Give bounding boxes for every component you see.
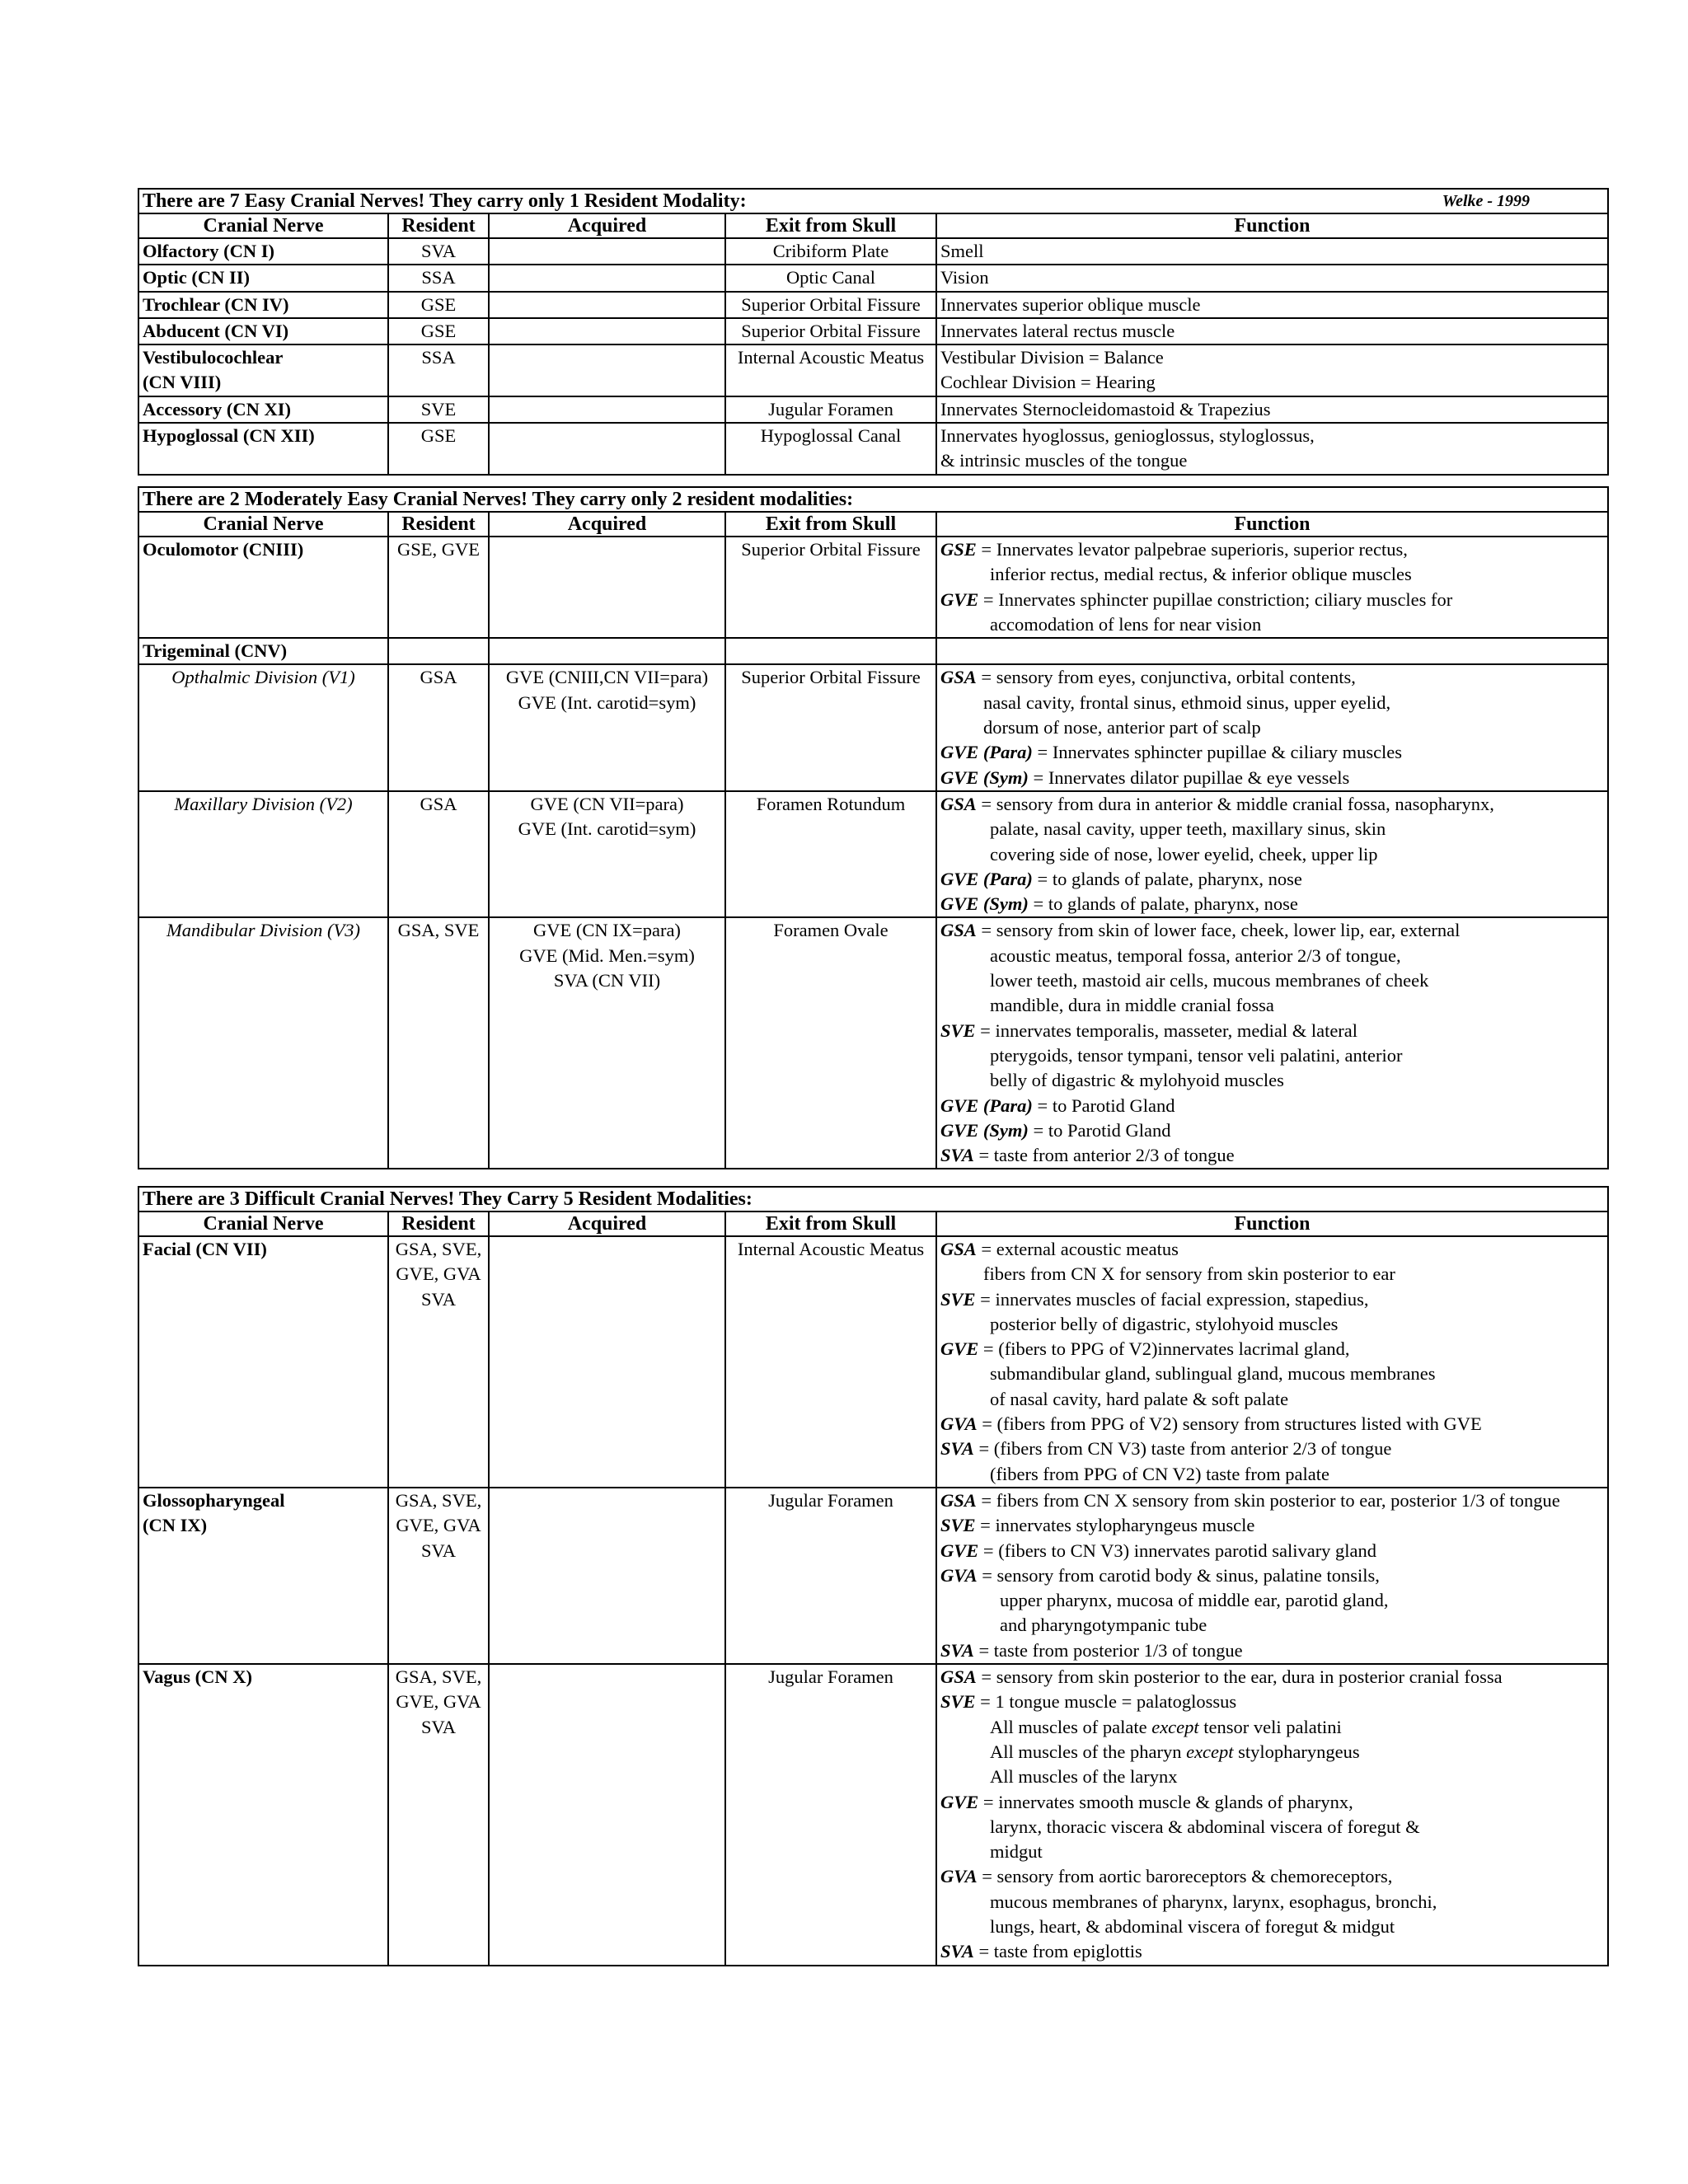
header-row: Cranial Nerve Resident Acquired Exit from Skull Function bbox=[138, 512, 1608, 537]
header-row bbox=[138, 213, 1608, 238]
table-caption: There are 2 Moderately Easy Cranial Nerves! They carry only 2 resident modalities: bbox=[138, 487, 1608, 512]
col-function: Function bbox=[936, 213, 1608, 238]
author-credit: Welke - 1999 bbox=[1442, 192, 1531, 210]
table-row: Trigeminal (CNV) bbox=[138, 638, 1608, 664]
col-exit: Exit from Skull bbox=[725, 213, 936, 238]
moderate-nerves-table bbox=[138, 486, 1609, 1169]
table-row: Mandibular Division (V3) GSA, SVE GVE (CN IX=para) GVE (Mid. Men.=sym) SVA (CN VII) Foramen Ovale GSA = sensory from skin of lower face, cheek, lower lip, ear, external acoustic meatus, temporal fossa, anterior 2/3 of tongue, lower teeth, mastoid air cells, mucous membranes of cheek mandible, dura in middle cranial fossa SVE = innervates temporalis, masseter, medial & lateral pterygoids, tensor tympani, tensor veli palatini, anterior belly of digastric & mylohyoid muscles GVE (Para) = to Parotid Gland GVE (Sym) = to Parotid Gland SVA = taste from anterior 2/3 of tongue bbox=[138, 917, 1608, 1169]
table-row: Accessory (CN XI) SVE Jugular Foramen Innervates Sternocleidomastoid & Trapezius bbox=[138, 396, 1608, 423]
table-row: Olfactory (CN I) SVA Cribiform Plate Smell bbox=[138, 238, 1608, 265]
table-row: Glossopharyngeal (CN IX) GSA, SVE, GVE, GVA SVA Jugular Foramen GSA = fibers from CN X sensory from skin posterior to ear, posterior 1/3 of tongue SVE = innervates stylopharyngeus muscle GVE = (fibers to CN V3) innervates parotid salivary gland GVA = sensory from carotid body & sinus, palatine tonsils, upper pharynx, mucosa of middle ear, parotid gland, and pharyngotympanic tube SVA = taste from posterior 1/3 of tongue bbox=[138, 1488, 1608, 1664]
table-row: Maxillary Division (V2) GSA GVE (CN VII=para) GVE (Int. carotid=sym) Foramen Rotundum GSA = sensory from dura in anterior & middle cranial fossa, nasopharynx, palate, nasal cavity, upper teeth, maxillary sinus, skin covering side of nose, lower eyelid, cheek, upper lip GVE (Para) = to glands of palate, pharynx, nose GVE (Sym) = to glands of palate, pharynx, nose bbox=[138, 791, 1608, 917]
col-nerve: Cranial Nerve bbox=[138, 213, 388, 238]
header-row: Cranial Nerve Resident Acquired Exit from Skull Function bbox=[138, 1212, 1608, 1236]
table-row: Vagus (CN X) GSA, SVE, GVE, GVA SVA Jugular Foramen GSA = sensory from skin posterior to the ear, dura in posterior cranial fossa SVE = 1 tongue muscle = palatoglossus All muscles of palate except tensor veli palatini All muscles of the pharyn except stylopharyngeus All muscles of the larynx GVE = innervates smooth muscle & glands of pharynx, larynx, thoracic viscera & abdominal viscera of foregut & midgut GVA = sensory from aortic baroreceptors & chemoreceptors, mucous membranes of pharynx, larynx, esophagus, bronchi, lungs, heart, & abdominal viscera of foregut & midgut SVA = taste from epiglottis bbox=[138, 1664, 1608, 1966]
col-resident: Resident bbox=[388, 213, 489, 238]
table-row: Trochlear (CN IV) GSE Superior Orbital Fissure Innervates superior oblique muscle bbox=[138, 292, 1608, 318]
table-row: Opthalmic Division (V1) GSA GVE (CNIII,CN VII=para) GVE (Int. carotid=sym) Superior Orbital Fissure GSA = sensory from eyes, conjunctiva, orbital contents, nasal cavity, frontal sinus, ethmoid sinus, upper eyelid, dorsum of nose, anterior part of scalp GVE (Para) = Innervates sphincter pupillae & ciliary muscles GVE (Sym) = Innervates dilator pupillae & eye vessels bbox=[138, 664, 1608, 790]
easy-nerves-table bbox=[138, 188, 1609, 476]
table-row: Hypoglossal (CN XII) GSE Hypoglossal Canal Innervates hyoglossus, genioglossus, styloglossus, & intrinsic muscles of the tongue bbox=[138, 423, 1608, 475]
table-row: Oculomotor (CNIII) GSE, GVE Superior Orbital Fissure GSE = Innervates levator palpebrae superioris, superior rectus, inferior rectus, medial rectus, & inferior oblique muscles GVE = Innervates sphincter pupillae constriction; ciliary muscles for accomodation of lens for near vision bbox=[138, 537, 1608, 638]
difficult-nerves-table bbox=[138, 1186, 1609, 1966]
table-caption: There are 3 Difficult Cranial Nerves! They Carry 5 Resident Modalities: bbox=[138, 1187, 1608, 1212]
table-row: Facial (CN VII) GSA, SVE, GVE, GVA SVA Internal Acoustic Meatus GSA = external acoustic meatus fibers from CN X for sensory from skin posterior to ear SVE = innervates muscles of facial expression, stapedius, posterior belly of digastric, stylohyoid muscles GVE = (fibers to PPG of V2)innervates lacrimal gland, submandibular gland, sublingual gland, mucous membranes of nasal cavity, hard palate & soft palate GVA = (fibers from PPG of V2) sensory from structures listed with GVE SVA = (fibers from CN V3) taste from anterior 2/3 of tongue (fibers from PPG of CN V2) taste from palate bbox=[138, 1236, 1608, 1488]
table-row: Abducent (CN VI) GSE Superior Orbital Fissure Innervates lateral rectus muscle bbox=[138, 318, 1608, 344]
col-acquired: Acquired bbox=[489, 213, 725, 238]
table-caption: There are 7 Easy Cranial Nerves! They carry only 1 Resident Modality: Welke - 1999 bbox=[138, 189, 1608, 213]
table-row: Vestibulocochlear (CN VIII) SSA Internal Acoustic Meatus Vestibular Division = Balance Cochlear Division = Hearing bbox=[138, 344, 1608, 396]
table-row: Optic (CN II) SSA Optic Canal Vision bbox=[138, 265, 1608, 291]
